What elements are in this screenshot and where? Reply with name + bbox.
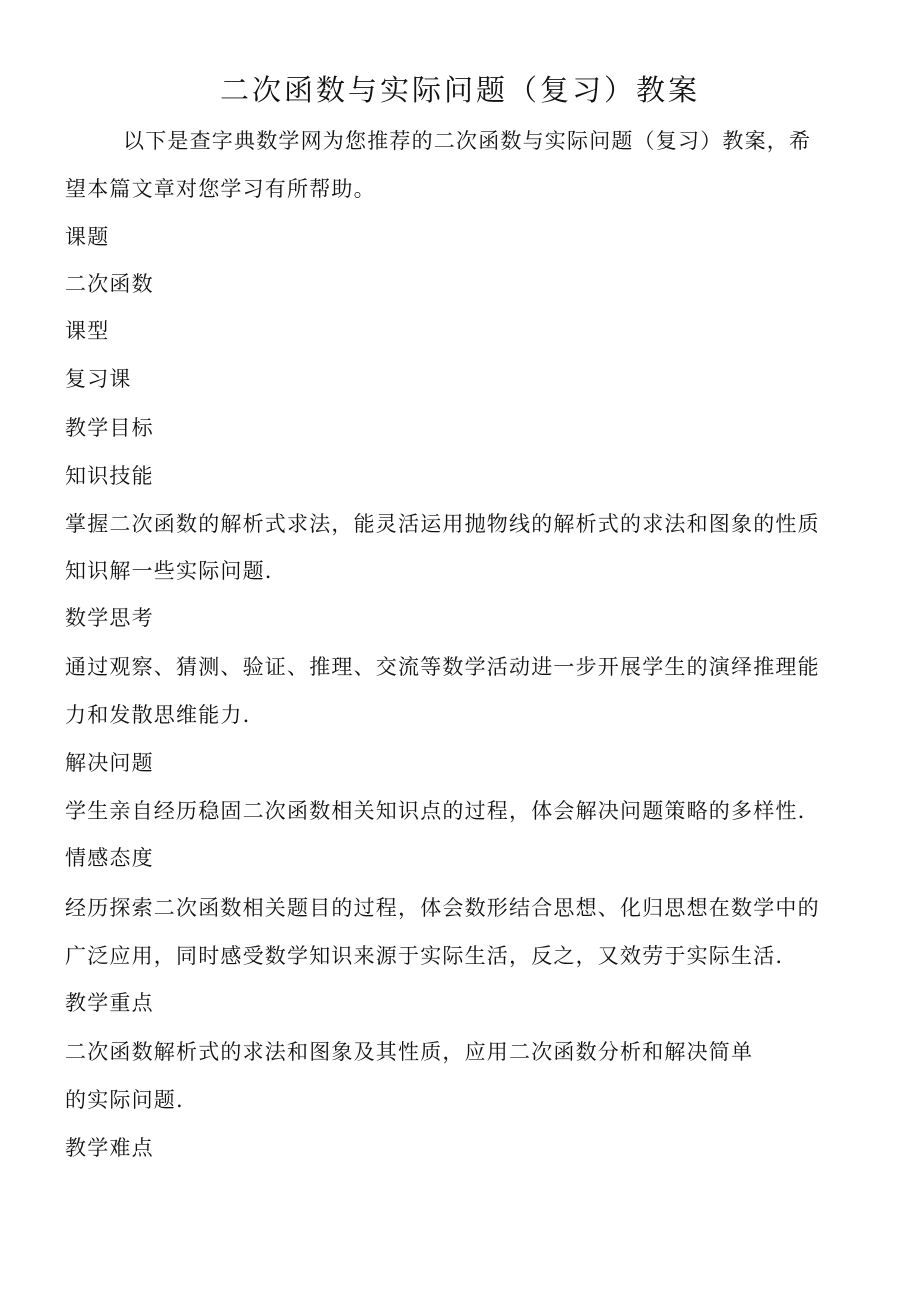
knowledge-skills-line-1: 掌握二次函数的解析式求法，能灵活运用抛物线的解析式的求法和图象的性质 xyxy=(65,512,820,536)
intro-line-1: 以下是查字典数学网为您推荐的二次函数与实际问题（复习）教案，希 xyxy=(123,129,812,153)
problem-solving-line: 学生亲自经历稳固二次函数相关知识点的过程，体会解决问题策略的多样性. xyxy=(65,799,806,823)
label-teaching-goals: 教学目标 xyxy=(65,416,154,440)
label-difficult-points: 教学难点 xyxy=(65,1136,154,1160)
attitude-line-1: 经历探索二次函数相关题目的过程，体会数形结合思想、化归思想在数学中的 xyxy=(65,896,820,920)
label-problem-solving: 解决问题 xyxy=(65,751,154,775)
label-key-points: 教学重点 xyxy=(65,991,154,1015)
document-title: 二次函数与实际问题（复习）教案 xyxy=(219,73,700,107)
key-points-line-2: 的实际问题. xyxy=(65,1088,184,1112)
label-topic: 课题 xyxy=(65,225,110,249)
knowledge-skills-line-2: 知识解一些实际问题. xyxy=(65,559,273,583)
label-lesson-type: 课型 xyxy=(65,319,110,343)
value-topic: 二次函数 xyxy=(65,272,154,296)
intro-line-2: 望本篇文章对您学习有所帮助。 xyxy=(65,177,376,201)
attitude-line-2: 广泛应用，同时感受数学知识来源于实际生活，反之，又效劳于实际生活. xyxy=(65,944,784,968)
math-thinking-line-1: 通过观察、猜测、验证、推理、交流等数学活动进一步开展学生的演绎推理能 xyxy=(65,655,820,679)
key-points-line-1: 二次函数解析式的求法和图象及其性质，应用二次函数分析和解决简单 xyxy=(65,1040,754,1064)
label-knowledge-skills: 知识技能 xyxy=(65,464,154,488)
label-math-thinking: 数学思考 xyxy=(65,606,154,630)
value-lesson-type: 复习课 xyxy=(65,367,132,391)
math-thinking-line-2: 力和发散思维能力. xyxy=(65,703,251,727)
label-attitude: 情感态度 xyxy=(65,846,154,870)
